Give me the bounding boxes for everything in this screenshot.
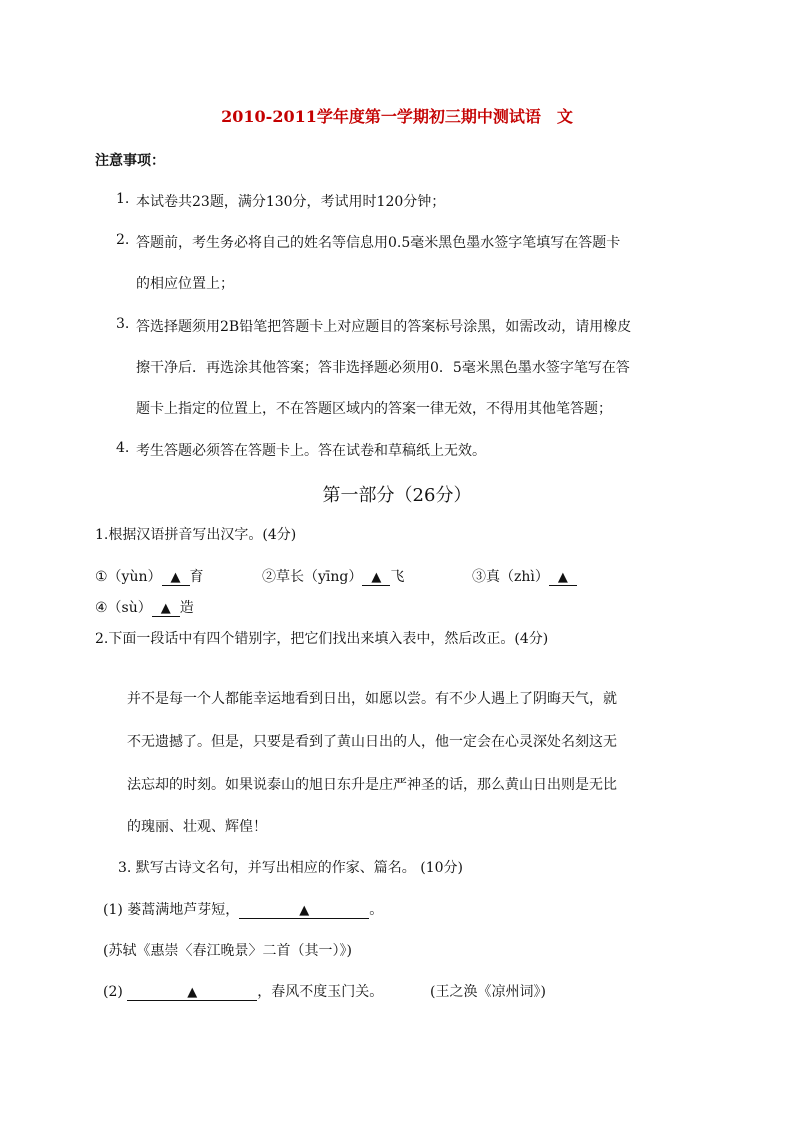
q2-passage-line: 法忘却的时刻。如果说泰山的旭日东升是庄严神圣的话，那么黄山日出则是无比 [127,777,617,793]
part1-heading: 第一部分（26分） [322,485,472,506]
notice-num-2: 2. [116,232,130,248]
notice-line: 的相应位置上； [136,276,234,292]
q1-item-2: ②草长（yīng） ▲ 飞 [262,569,405,585]
answer-blank[interactable]: ▲ [239,902,369,919]
q3-item-1-source: (苏轼《惠崇〈春江晚景〉二首（其一）》) [103,943,352,959]
q2-passage-line: 并不是每一个人都能幸运地看到日出，如愿以尝。有不少人遇上了阴晦天气，就 [127,691,617,707]
notice-line: 擦干净后．再选涂其他答案；答非选择题必须用0．5毫米黑色墨水签字笔写在答 [136,360,630,376]
q1-prompt: 1.根据汉语拼音写出汉字。(4分) [95,527,297,543]
q3-item-2-source: (王之涣《凉州词》) [430,984,546,1000]
q1-item-4: ④（sù） ▲ 造 [95,600,194,616]
q3-item-2: (2) ▲ ，春风不度玉门关。 [103,984,384,1000]
q1-item-1: ①（yùn） ▲ 育 [95,569,204,585]
answer-blank[interactable]: ▲ [549,569,577,586]
q2-passage-line: 的瑰丽、壮观、辉偟！ [127,819,267,835]
notice-line: 答题前，考生务必将自己的姓名等信息用0.5毫米黑色墨水签字笔填写在答题卡 [136,235,621,251]
q3-prompt: 3. 默写古诗文名句，并写出相应的作家、篇名。 (10分) [118,860,463,876]
notice-line: 本试卷共23题，满分130分，考试用时120分钟； [136,194,446,210]
notice-num-1: 1. [116,191,130,207]
answer-blank[interactable]: ▲ [152,600,180,617]
answer-blank[interactable]: ▲ [162,569,190,586]
q2-prompt: 2.下面一段话中有四个错别字，把它们找出来填入表中，然后改正。(4分) [95,631,549,647]
notice-line: 题卡上指定的位置上，不在答题区域内的答案一律无效，不得用其他笔答题； [136,401,612,417]
notice-heading: 注意事项： [95,153,165,169]
notice-line: 考生答题必须答在答题卡上。答在试卷和草稿纸上无效。 [136,443,486,459]
answer-blank[interactable]: ▲ [127,984,257,1001]
q2-passage-line: 不无遗撼了。但是，只要是看到了黄山日出的人，他一定会在心灵深处名刻这无 [127,734,617,750]
q1-item-3: ③真（zhì） ▲ [472,566,577,586]
q3-item-1: (1) 蒌蒿满地芦芽短， ▲ 。 [103,902,384,918]
answer-blank[interactable]: ▲ [362,569,390,586]
notice-num-4: 4. [116,440,130,456]
exam-title: 2010-2011学年度第一学期初三期中测试语 文 [221,107,573,126]
notice-line: 答选择题须用2B铅笔把答题卡上对应题目的答案标号涂黑，如需改动，请用橡皮 [136,319,632,335]
notice-num-3: 3. [116,316,130,332]
